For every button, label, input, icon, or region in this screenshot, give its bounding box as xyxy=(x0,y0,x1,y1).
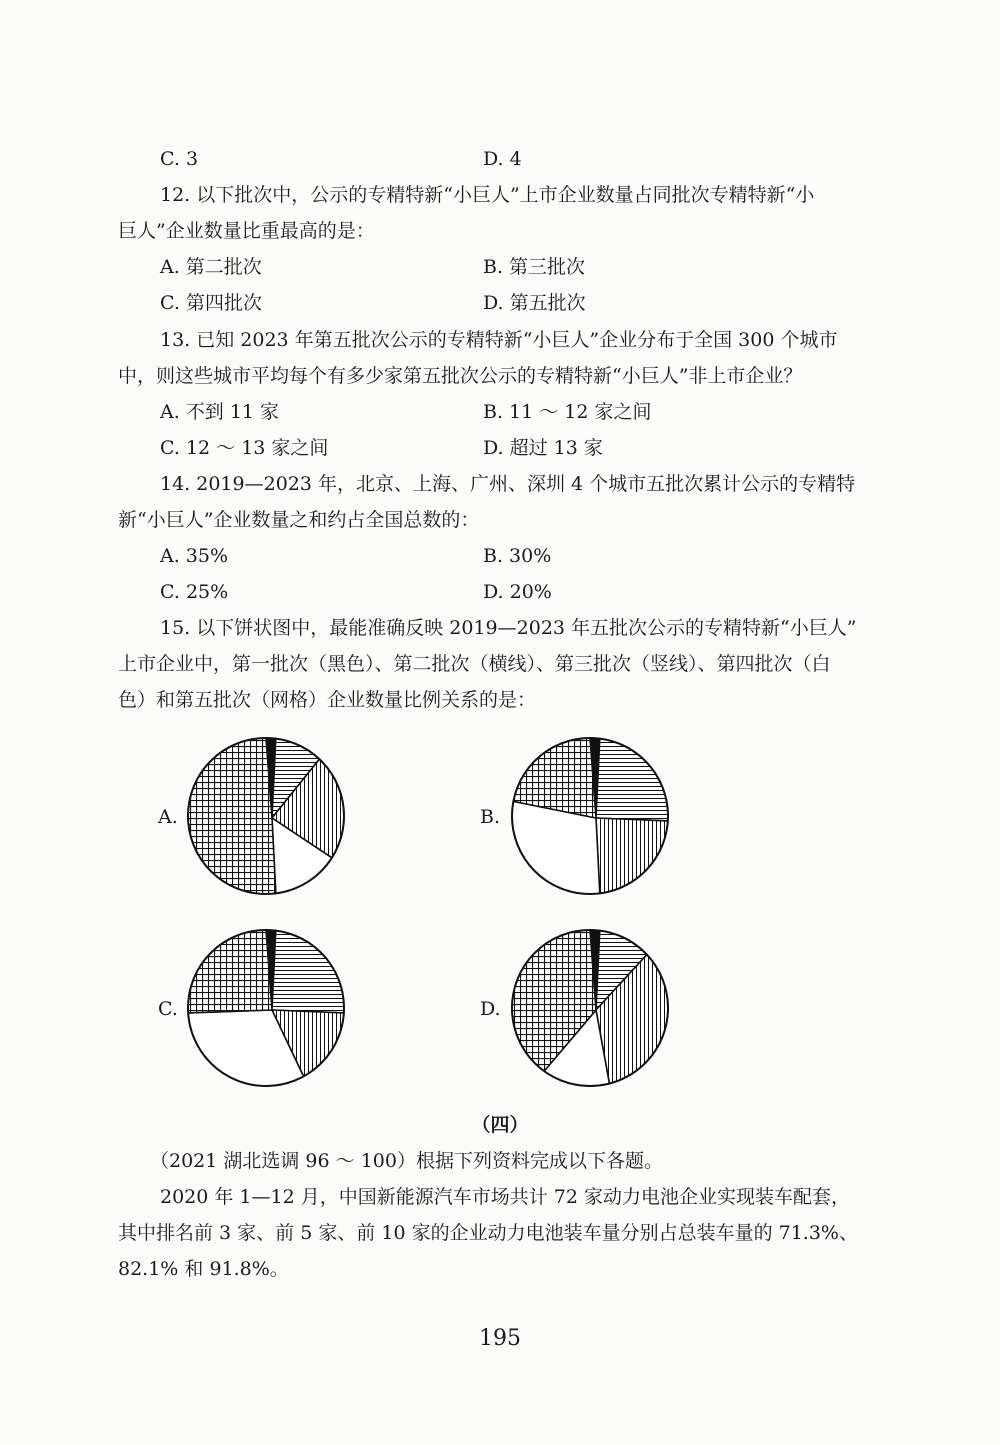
section-source: （2021 湖北选调 96 ～ 100）根据下列资料完成以下各题。 xyxy=(150,1150,663,1172)
q12-option-a: A. 第二批次 xyxy=(160,256,262,278)
q15-stem-line1: 15. 以下饼状图中，最能准确反映 2019—2023 年五批次公示的专精特新“小巨人” xyxy=(160,617,857,639)
section-para-line2: 其中排名前 3 家、前 5 家、前 10 家的企业动力电池装车量分别占总装车量的 71.3%、 xyxy=(118,1222,858,1244)
q13-stem-line1: 13. 已知 2023 年第五批次公示的专精特新“小巨人”企业分布于全国 300 个城市 xyxy=(160,329,838,351)
pie-chart-b xyxy=(508,734,672,898)
pie-b-label: B. xyxy=(480,806,501,828)
pie-d-label: D. xyxy=(480,998,501,1020)
q14-stem-line2: 新“小巨人”企业数量之和约占全国总数的： xyxy=(118,509,480,531)
pie-chart-c xyxy=(184,926,348,1090)
section-title: （四） xyxy=(471,1114,529,1136)
page-number: 195 xyxy=(479,1326,521,1351)
q12-stem-line1: 12. 以下批次中，公示的专精特新“小巨人”上市企业数量占同批次专精特新“小 xyxy=(160,184,815,206)
q14-option-c: C. 25% xyxy=(160,581,229,603)
q14-stem-line1: 14. 2019—2023 年，北京、上海、广州、深圳 4 个城市五批次累计公示的专精特 xyxy=(160,473,856,495)
pie-slice-grid xyxy=(188,738,276,894)
q13-option-d: D. 超过 13 家 xyxy=(483,437,603,459)
q11-option-d: D. 4 xyxy=(483,148,522,170)
q15-stem-line3: 色）和第五批次（网格）企业数量比例关系的是： xyxy=(118,689,537,711)
q12-stem-line2: 巨人”企业数量比重最高的是： xyxy=(118,220,375,242)
q14-option-d: D. 20% xyxy=(483,581,552,603)
q13-stem-line2: 中，则这些城市平均每个有多少家第五批次公示的专精特新“小巨人”非上市企业？ xyxy=(118,365,803,387)
pie-chart-d xyxy=(508,926,672,1090)
pie-c-label: C. xyxy=(158,998,178,1020)
q12-option-b: B. 第三批次 xyxy=(483,256,586,278)
section-para-line1: 2020 年 1—12 月，中国新能源汽车市场共计 72 家动力电池企业实现装车配套， xyxy=(160,1186,850,1208)
q11-option-c: C. 3 xyxy=(160,148,199,170)
q12-option-c: C. 第四批次 xyxy=(160,292,262,314)
q13-option-b: B. 11 ～ 12 家之间 xyxy=(483,401,652,423)
section-para-line3: 82.1% 和 91.8%。 xyxy=(118,1258,289,1280)
q12-option-d: D. 第五批次 xyxy=(483,292,586,314)
q13-option-a: A. 不到 11 家 xyxy=(160,401,280,423)
pie-slice-grid xyxy=(188,930,272,1013)
q13-option-c: C. 12 ～ 13 家之间 xyxy=(160,437,329,459)
pie-a-label: A. xyxy=(158,806,178,828)
pie-chart-a xyxy=(184,734,348,898)
q15-stem-line2: 上市企业中，第一批次（黑色）、第二批次（横线）、第三批次（竖线）、第四批次（白 xyxy=(118,653,831,675)
q14-option-a: A. 35% xyxy=(160,545,229,567)
q14-option-b: B. 30% xyxy=(483,545,552,567)
